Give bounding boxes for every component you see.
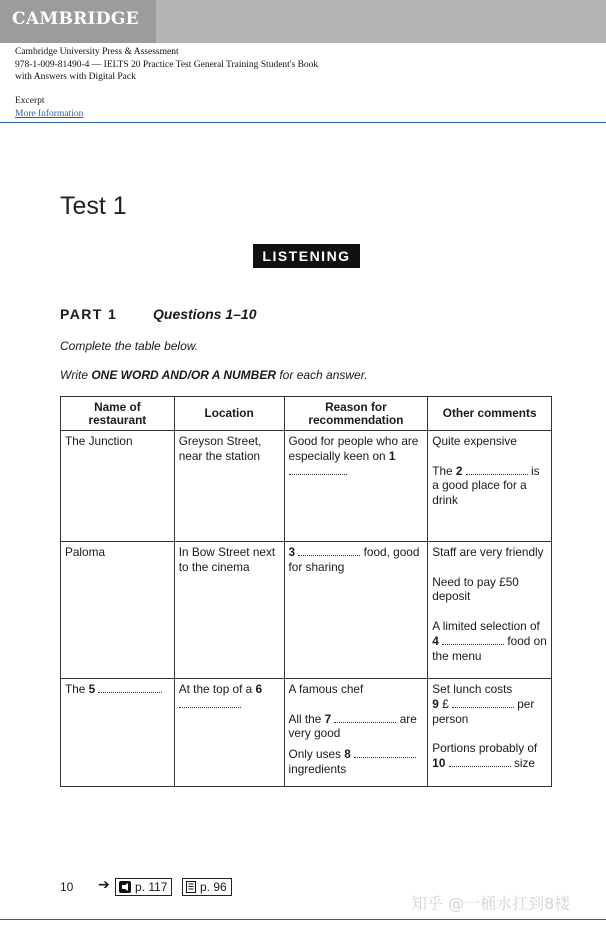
- cell-name: The 5: [61, 679, 175, 787]
- answer-blank: [334, 713, 396, 723]
- more-information-link[interactable]: More Information: [15, 108, 84, 119]
- book-metadata: [15, 46, 318, 84]
- excerpt-block: [15, 95, 83, 120]
- cell-comments: Staff are very friendly Need to pay £50 deposit A limited selection of 4 food on the menu: [428, 542, 552, 679]
- audio-reference[interactable]: p. 117: [115, 878, 172, 896]
- answer-blank: [98, 683, 162, 693]
- test-title: Test 1: [60, 192, 127, 220]
- col-header-comments: Other comments: [428, 397, 552, 431]
- cell-name: The Junction: [61, 431, 175, 542]
- page-number: 10: [60, 880, 74, 894]
- question-number: 8: [344, 747, 351, 762]
- cell-comments: Quite expensive The 2 is a good place for a drink: [428, 431, 552, 542]
- isbn-line: 978-1-009-81490-4 — IELTS 20 Practice Test General Training Student's Book: [15, 59, 319, 70]
- col-header-name: Name of restaurant: [61, 397, 175, 431]
- col-header-reason: Reason for recommendation: [284, 397, 428, 431]
- cell-reason: 3 food, good for sharing: [284, 542, 428, 679]
- question-number: 9: [432, 696, 439, 711]
- table-row: [61, 431, 552, 542]
- answer-blank: [179, 698, 241, 708]
- cell-reason: Good for people who are especially keen on 1: [284, 431, 428, 542]
- answer-blank: [289, 465, 347, 475]
- table-row: [61, 679, 552, 787]
- col-header-location: Location: [174, 397, 284, 431]
- question-number: 4: [432, 633, 439, 648]
- audio-icon: [119, 881, 131, 897]
- instruction-complete: Complete the table below.: [60, 339, 199, 353]
- question-number: 7: [324, 711, 332, 726]
- title-cont-line: with Answers with Digital Pack: [15, 72, 136, 82]
- cell-name: Paloma: [61, 542, 175, 679]
- answer-blank: [298, 546, 360, 556]
- answer-blank: [452, 698, 514, 708]
- question-number: 2: [455, 463, 463, 478]
- footer-divider: [0, 919, 606, 920]
- script-reference[interactable]: p. 96: [182, 878, 232, 896]
- question-number: 10: [432, 755, 446, 770]
- header-divider: [0, 122, 606, 123]
- answer-blank: [442, 635, 504, 645]
- answer-blank: [466, 465, 528, 475]
- watermark: 知乎 @一桶水扛到8楼: [411, 894, 571, 913]
- answer-blank: [354, 748, 416, 758]
- restaurant-table: [60, 396, 552, 787]
- document-icon: [186, 881, 196, 897]
- question-number: 1: [388, 448, 396, 463]
- cambridge-logo: CAMBRIDGE: [0, 0, 156, 43]
- question-number: 3: [288, 545, 296, 559]
- question-number: 6: [255, 682, 263, 696]
- excerpt-label: Excerpt: [15, 96, 45, 106]
- table-header-row: [61, 397, 552, 431]
- cell-location: At the top of a 6: [174, 679, 284, 787]
- cell-location: In Bow Street next to the cinema: [174, 542, 284, 679]
- cell-location: Greyson Street, near the station: [174, 431, 284, 542]
- table-row: [61, 542, 552, 679]
- instruction-write: Write ONE WORD AND/OR A NUMBER for each answer.: [60, 368, 368, 382]
- cell-reason: A famous chef All the 7 are very good Only uses 8 ingredients: [284, 679, 428, 787]
- section-badge: LISTENING: [253, 244, 360, 268]
- questions-label: Questions 1–10: [153, 306, 257, 322]
- publisher-line: Cambridge University Press & Assessment: [15, 47, 179, 57]
- cell-comments: Set lunch costs 9 £ per person Portions probably of 10 size: [428, 679, 552, 787]
- arrow-right-icon: ➔: [98, 877, 110, 893]
- part-label: PART 1: [60, 306, 118, 322]
- answer-blank: [449, 757, 511, 767]
- question-number: 5: [88, 682, 96, 696]
